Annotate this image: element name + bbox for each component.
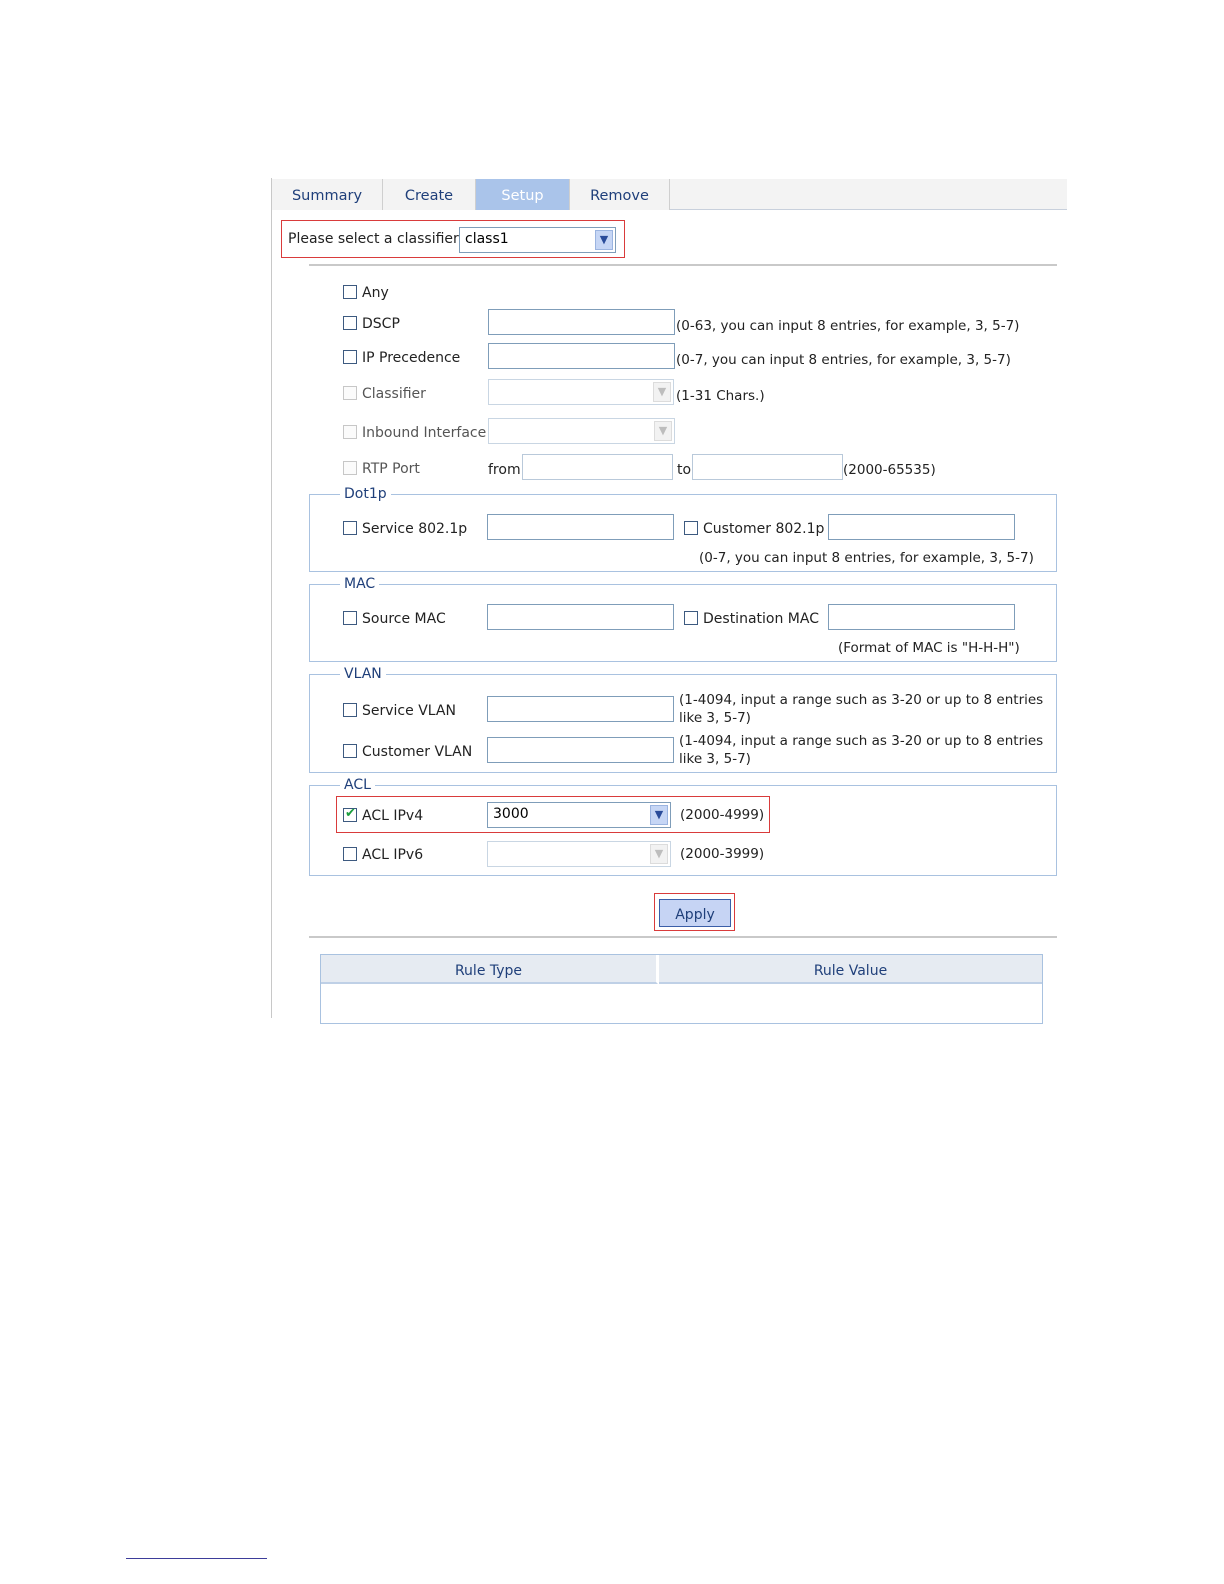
- service-vlan-hint-line2: like 3, 5-7): [679, 710, 751, 726]
- rtp-port-from-label: from: [488, 462, 521, 478]
- panel-border: [271, 178, 272, 1018]
- dscp-hint: (0-63, you can input 8 entries, for example, 3, 5-7): [676, 318, 1020, 334]
- service-8021p-input[interactable]: [487, 514, 674, 540]
- service-vlan-hint-line1: (1-4094, input a range such as 3-20 or up to 8 entries: [679, 692, 1044, 708]
- rules-table: [320, 954, 1043, 1024]
- chevron-down-icon[interactable]: ▼: [595, 230, 613, 250]
- inbound-interface-select[interactable]: [488, 418, 675, 444]
- rtp-port-checkbox[interactable]: [343, 461, 357, 475]
- service-vlan-checkbox[interactable]: [343, 703, 357, 717]
- divider-bottom: [309, 936, 1057, 938]
- customer-vlan-hint-line2: like 3, 5-7): [679, 751, 751, 767]
- acl-ipv6-label: ACL IPv6: [362, 847, 424, 863]
- chevron-down-icon[interactable]: ▼: [650, 805, 668, 825]
- any-checkbox[interactable]: [343, 285, 357, 299]
- customer-vlan-label: Customer VLAN: [362, 744, 473, 760]
- acl-ipv6-select[interactable]: [487, 841, 671, 867]
- acl-legend: ACL: [340, 776, 375, 794]
- acl-ipv4-hint: (2000-4999): [680, 807, 765, 823]
- rtp-port-to-input[interactable]: [692, 454, 843, 480]
- rtp-port-from-input[interactable]: [522, 454, 673, 480]
- rtp-port-hint: (2000-65535): [843, 462, 936, 478]
- vlan-legend: VLAN: [340, 665, 386, 683]
- tab-create[interactable]: Create: [383, 179, 476, 210]
- source-mac-checkbox[interactable]: [343, 611, 357, 625]
- source-mac-label: Source MAC: [362, 611, 446, 627]
- acl-ipv4-checkbox[interactable]: [343, 808, 357, 822]
- chevron-down-icon: ▼: [650, 844, 668, 864]
- customer-8021p-input[interactable]: [828, 514, 1015, 540]
- classifier-checkbox[interactable]: [343, 386, 357, 400]
- tab-summary[interactable]: Summary: [272, 179, 383, 210]
- source-mac-input[interactable]: [487, 604, 674, 630]
- ip-precedence-label: IP Precedence: [362, 350, 461, 366]
- customer-8021p-label: Customer 802.1p: [703, 521, 825, 537]
- dot1p-hint: (0-7, you can input 8 entries, for example, 3, 5-7): [699, 550, 1034, 566]
- customer-vlan-input[interactable]: [487, 737, 674, 763]
- classifier-select-label: Please select a classifier: [288, 231, 459, 247]
- customer-vlan-checkbox[interactable]: [343, 744, 357, 758]
- tab-remove[interactable]: Remove: [570, 179, 670, 210]
- dscp-checkbox[interactable]: [343, 316, 357, 330]
- acl-ipv6-hint: (2000-3999): [680, 846, 765, 862]
- column-header-rule-type: Rule Type: [321, 955, 658, 984]
- dot1p-legend: Dot1p: [340, 485, 391, 503]
- service-vlan-input[interactable]: [487, 696, 674, 722]
- column-header-rule-value: Rule Value: [659, 955, 1042, 984]
- inbound-interface-label: Inbound Interface: [362, 425, 487, 441]
- customer-vlan-hint-line1: (1-4094, input a range such as 3-20 or up to 8 entries: [679, 733, 1044, 749]
- acl-ipv4-value: 3000: [493, 806, 529, 822]
- service-8021p-checkbox[interactable]: [343, 521, 357, 535]
- acl-ipv4-label: ACL IPv4: [362, 808, 424, 824]
- customer-8021p-checkbox[interactable]: [684, 521, 698, 535]
- ip-precedence-checkbox[interactable]: [343, 350, 357, 364]
- mac-hint: (Format of MAC is "H-H-H"): [838, 640, 1020, 656]
- apply-button[interactable]: Apply: [659, 899, 731, 927]
- checkmark-icon: ✔: [345, 806, 356, 821]
- rtp-port-label: RTP Port: [362, 461, 420, 477]
- service-vlan-label: Service VLAN: [362, 703, 456, 719]
- tab-setup[interactable]: Setup: [476, 179, 570, 210]
- rtp-port-to-label: to: [677, 462, 692, 478]
- classifier-hint: (1-31 Chars.): [676, 388, 765, 404]
- destination-mac-input[interactable]: [828, 604, 1015, 630]
- inbound-interface-checkbox[interactable]: [343, 425, 357, 439]
- ip-precedence-hint: (0-7, you can input 8 entries, for example, 3, 5-7): [676, 352, 1011, 368]
- destination-mac-checkbox[interactable]: [684, 611, 698, 625]
- chevron-down-icon: ▼: [654, 421, 672, 441]
- footnote-separator: [126, 1558, 267, 1559]
- chevron-down-icon: ▼: [653, 382, 671, 402]
- classifier-select-value: class1: [465, 231, 509, 247]
- dscp-label: DSCP: [362, 316, 400, 332]
- classifier-rule-select[interactable]: [488, 379, 674, 405]
- acl-ipv4-select[interactable]: [487, 802, 671, 828]
- acl-ipv6-checkbox[interactable]: [343, 847, 357, 861]
- divider-top: [309, 264, 1057, 266]
- classifier-select[interactable]: [459, 227, 616, 253]
- any-label: Any: [362, 285, 389, 301]
- mac-legend: MAC: [340, 575, 379, 593]
- service-8021p-label: Service 802.1p: [362, 521, 468, 537]
- dscp-input[interactable]: [488, 309, 675, 335]
- classifier-label: Classifier: [362, 386, 426, 402]
- ip-precedence-input[interactable]: [488, 343, 675, 369]
- destination-mac-label: Destination MAC: [703, 611, 819, 627]
